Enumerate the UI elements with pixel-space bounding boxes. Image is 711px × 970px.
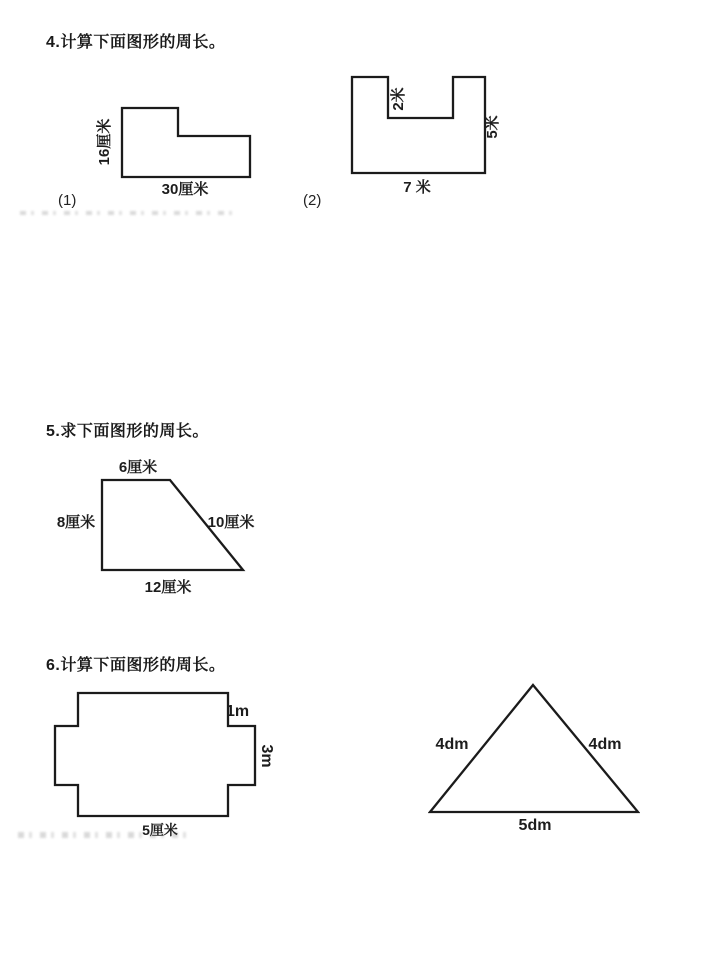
problem-6-title: 6.计算下面图形的周长。 <box>46 657 226 674</box>
cross-bottom-dimension: 5厘米 <box>142 822 178 838</box>
u-shape-figure <box>350 75 488 176</box>
trapezoid-top-dimension: 6厘米 <box>118 459 158 476</box>
u-shape-bottom-dimension: 7 米 <box>403 179 431 196</box>
problem-4-title: 4.计算下面图形的周长。 <box>46 34 226 51</box>
cross-shape-outline <box>55 693 255 816</box>
triangle-right-dimension: 4dm <box>588 736 622 753</box>
l-shape-outline <box>122 108 250 177</box>
trapezoid-bottom-dimension: 12厘米 <box>144 579 192 596</box>
u-shape-outline <box>352 77 485 173</box>
figure-1-caption: (1) <box>58 192 77 209</box>
triangle-left-dimension: 4dm <box>435 736 469 753</box>
l-shape-figure <box>120 106 252 179</box>
u-shape-notch-dimension: 2米 <box>390 87 407 111</box>
problem-5-title: 5.求下面图形的周长。 <box>46 423 209 440</box>
u-shape-right-dimension: 5米 <box>484 115 501 139</box>
l-shape-left-dimension: 16厘米 <box>96 118 113 166</box>
cross-right-dimension: 3m <box>258 744 275 768</box>
trapezoid-slant-dimension: 10厘米 <box>207 514 255 531</box>
figure-2-caption: (2) <box>303 192 322 209</box>
scan-smudge-top <box>20 211 235 215</box>
trapezoid-left-dimension: 8厘米 <box>56 514 96 531</box>
l-shape-bottom-dimension: 30厘米 <box>161 181 209 198</box>
triangle-bottom-dimension: 5dm <box>518 817 552 834</box>
cross-step-dimension: 1m <box>226 703 250 720</box>
